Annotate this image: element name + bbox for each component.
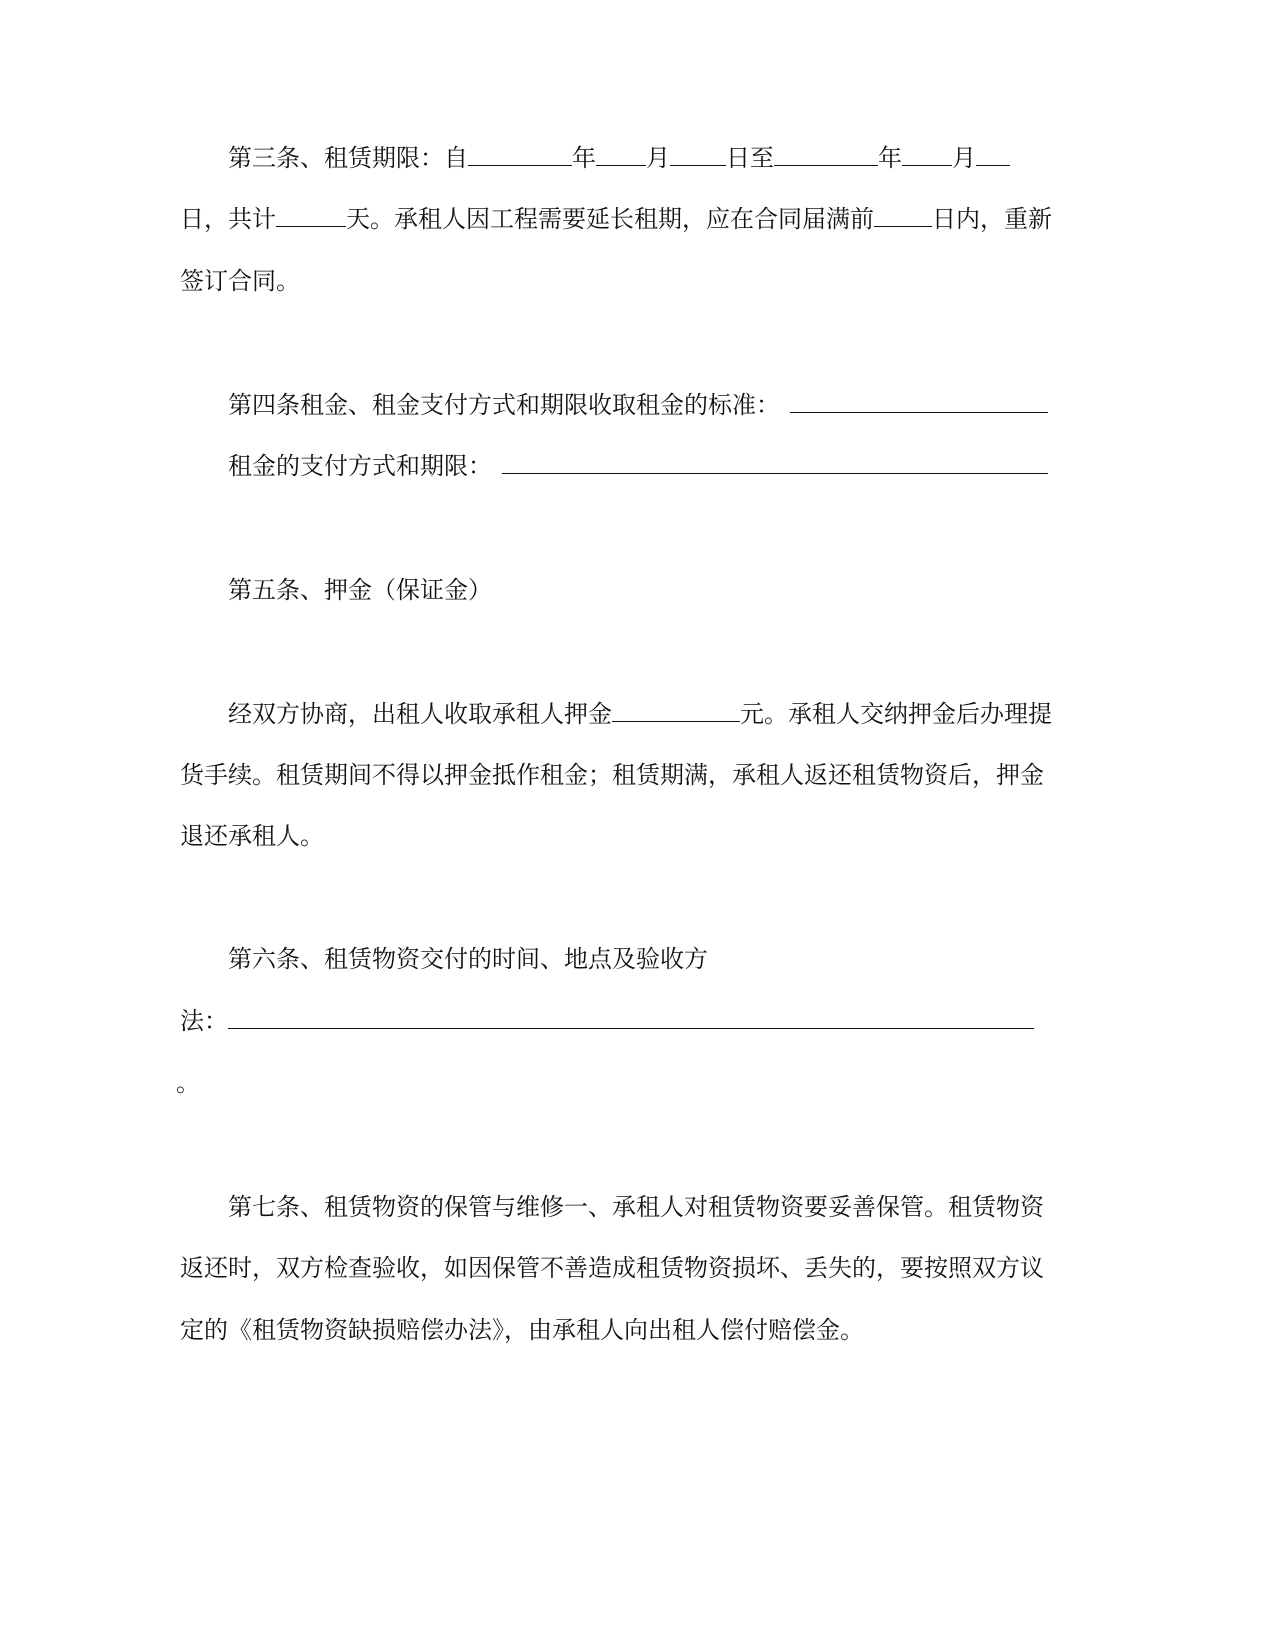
blank-payment-method[interactable] — [502, 451, 1048, 474]
blank-rent-standard[interactable] — [790, 390, 1048, 413]
blank-renew-days[interactable] — [874, 204, 932, 227]
article5-title-text: 第五条、押金（保证金） — [228, 576, 492, 604]
label-year: 年 — [878, 144, 902, 172]
article6-title: 第六条、租赁物资交付的时间、地点及验收方 — [228, 945, 708, 973]
article7-line1 — [228, 1192, 1044, 1222]
article6-line3 — [176, 1068, 200, 1098]
article7-text: 定的《租赁物资缺损赔偿办法》，由承租人向出租人偿付赔偿金。 — [180, 1316, 864, 1344]
article5-line1 — [228, 699, 1052, 729]
label-month: 月 — [646, 144, 670, 172]
article4-title: 第四条租金、租金支付方式和期限收取租金的标准： — [228, 391, 780, 419]
blank-start-year[interactable] — [468, 143, 572, 166]
article6-text: 法： — [180, 1007, 228, 1035]
blank-end-year[interactable] — [774, 143, 878, 166]
article5-line3 — [180, 821, 324, 851]
label-month: 月 — [952, 144, 976, 172]
article3-line3 — [180, 266, 300, 296]
article3-text: 日内，重新 — [932, 205, 1052, 233]
article4-line1 — [228, 390, 1048, 420]
article3-text: 第三条、租赁期限：自 — [228, 144, 468, 172]
article7-line3 — [180, 1315, 864, 1345]
article7-text: 第七条、租赁物资的保管与维修一、承租人对租赁物资要妥善保管。租赁物资 — [228, 1193, 1044, 1221]
article6-line2 — [180, 1006, 1034, 1036]
article3-text: 天。承租人因工程需要延长租期，应在合同届满前 — [346, 205, 874, 233]
article6-period: 。 — [176, 1069, 200, 1097]
label-year: 年 — [572, 144, 596, 172]
blank-total-days[interactable] — [276, 204, 346, 227]
article5-text: 退还承租人。 — [180, 822, 324, 850]
article6-line1 — [228, 944, 708, 974]
blank-start-month[interactable] — [596, 143, 646, 166]
article5-text: 货手续。租赁期间不得以押金抵作租金；租赁期满，承租人返还租赁物资后，押金 — [180, 761, 1044, 789]
article5-title — [228, 575, 492, 605]
blank-delivery-method[interactable] — [228, 1006, 1034, 1029]
blank-end-month[interactable] — [902, 143, 952, 166]
article7-line2 — [180, 1253, 1044, 1283]
article5-text: 经双方协商，出租人收取承租人押金 — [228, 700, 612, 728]
article3-text: 日，共计 — [180, 205, 276, 233]
article5-text: 元。承租人交纳押金后办理提 — [740, 700, 1052, 728]
blank-end-day[interactable] — [976, 143, 1010, 166]
blank-deposit-amount[interactable] — [612, 699, 740, 722]
label-day-to: 日至 — [726, 144, 774, 172]
article4-line2 — [228, 451, 1048, 481]
article3-line2 — [180, 204, 1052, 234]
blank-start-day[interactable] — [670, 143, 726, 166]
article3-text: 签订合同。 — [180, 267, 300, 295]
article7-text: 返还时，双方检查验收，如因保管不善造成租赁物资损坏、丢失的，要按照双方议 — [180, 1254, 1044, 1282]
article5-line2 — [180, 760, 1044, 790]
article4-text: 租金的支付方式和期限： — [228, 452, 492, 480]
article3-line1 — [228, 143, 1010, 173]
